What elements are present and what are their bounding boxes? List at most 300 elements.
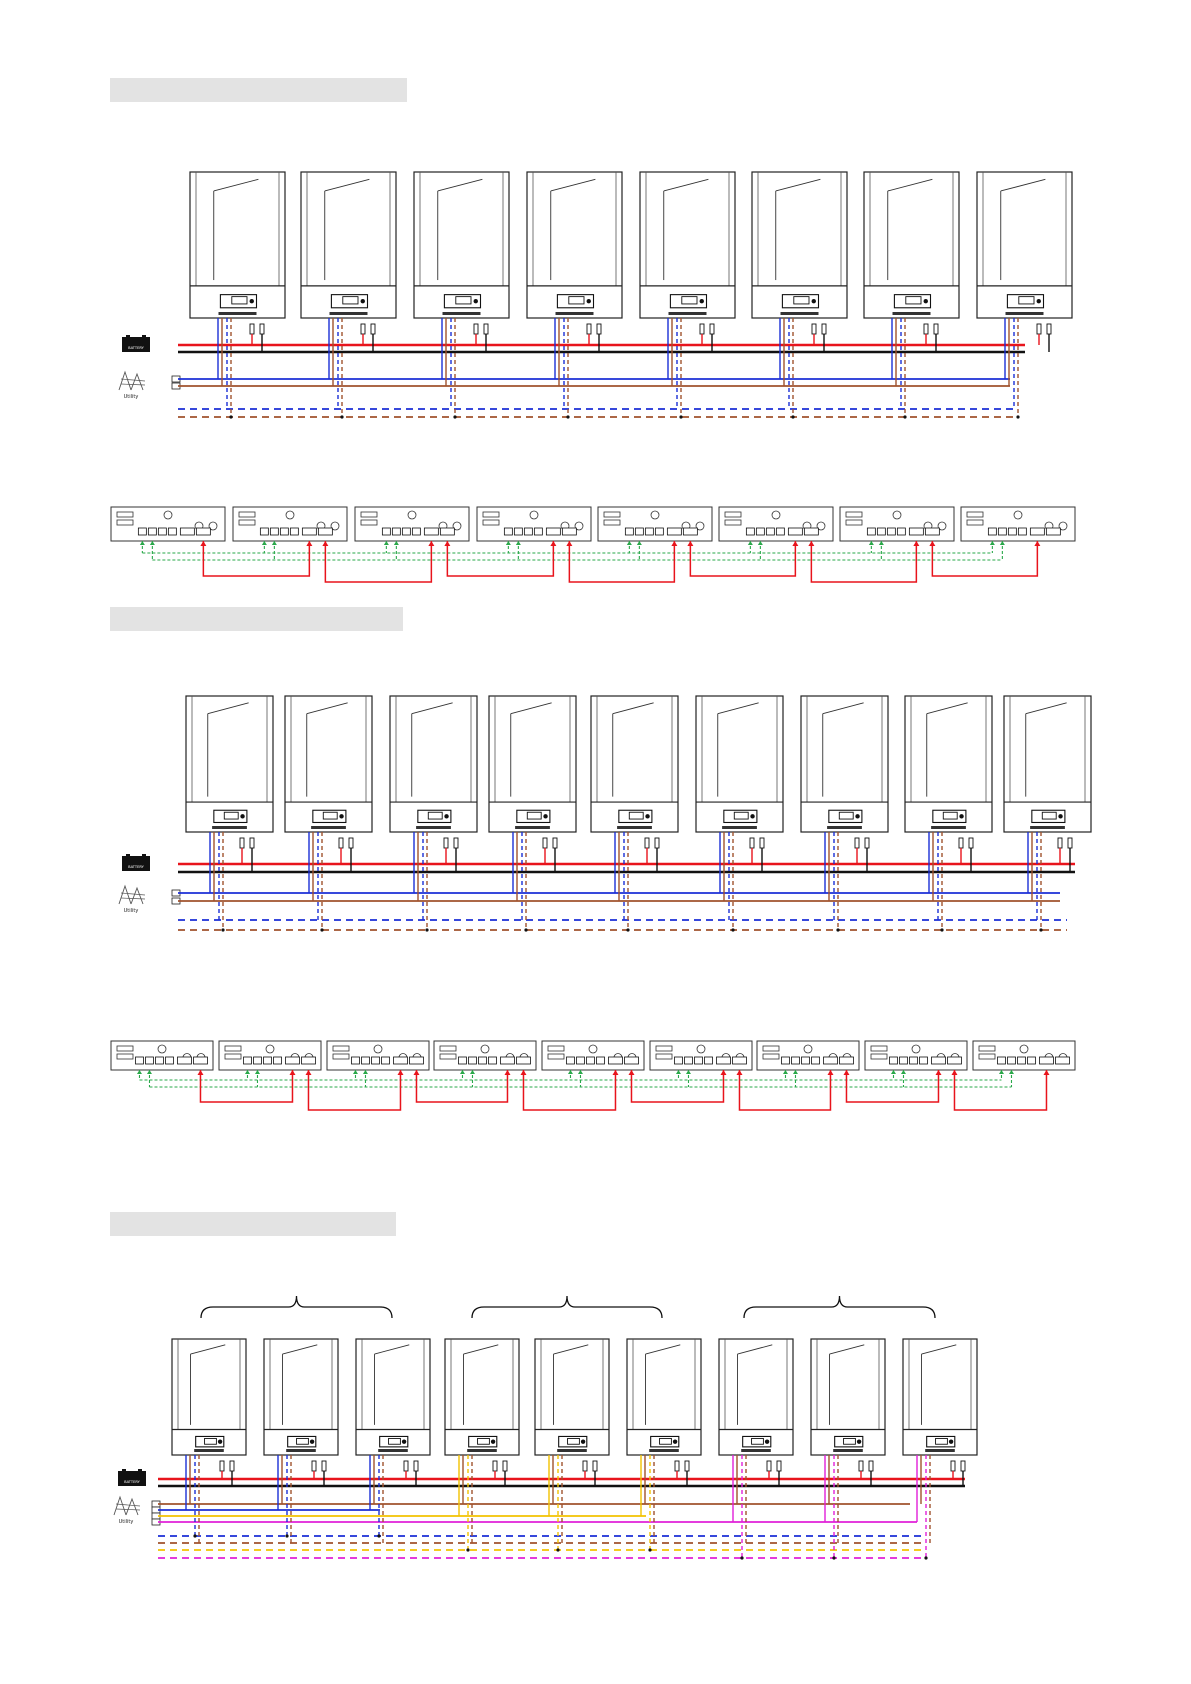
parallel-comm-cable	[569, 541, 674, 582]
share-port	[1018, 528, 1026, 535]
comm-panel-icon	[865, 1041, 967, 1070]
breaker-icon	[750, 838, 754, 848]
share-port	[919, 1057, 927, 1064]
comm-knob	[1020, 1045, 1028, 1053]
pylon-frame	[119, 886, 131, 904]
breaker-icon	[961, 1461, 965, 1471]
inverter-unit	[445, 1339, 519, 1455]
comm-knob	[651, 511, 659, 519]
breaker-icon	[700, 324, 704, 334]
share-port	[1027, 1057, 1035, 1064]
share-port	[781, 1057, 789, 1064]
comm-slot	[725, 520, 741, 525]
unit-lcd	[844, 1438, 856, 1444]
parallel-port	[823, 1057, 837, 1064]
parallel-port	[931, 1057, 945, 1064]
comm-arrow	[397, 1070, 403, 1075]
parallel-port	[516, 1057, 530, 1064]
junction-dot	[1016, 415, 1019, 418]
comm-panel-icon	[598, 507, 712, 541]
share-port	[998, 528, 1006, 535]
pylon-frame	[131, 374, 143, 390]
breaker-icon	[1058, 838, 1062, 848]
parallel-port	[925, 528, 939, 535]
unit-lcd	[527, 812, 541, 819]
junction-dot	[340, 415, 343, 418]
unit-terminal-strip	[893, 312, 931, 315]
breaker-icon	[349, 838, 353, 848]
share-port	[988, 528, 996, 535]
inverter-unit	[1004, 696, 1091, 832]
inverter-unit	[489, 696, 576, 832]
breaker-icon	[593, 1461, 597, 1471]
breaker-icon	[1068, 838, 1072, 848]
share-port	[488, 1057, 496, 1064]
comm-arrow	[951, 1070, 957, 1075]
share-port	[260, 528, 268, 535]
comm-slot	[361, 520, 377, 525]
comm-knob	[286, 511, 294, 519]
breaker-icon	[865, 838, 869, 848]
share-port	[392, 528, 400, 535]
comm-panel-icon	[542, 1041, 644, 1070]
unit-terminal-strip	[311, 826, 346, 829]
pylon-cable	[121, 379, 145, 381]
breaker-icon	[230, 1461, 234, 1471]
parallel-comm-cable	[325, 541, 431, 582]
unit-button-icon	[402, 1439, 406, 1443]
battery-terminal	[142, 335, 146, 337]
pylon-cable	[121, 893, 145, 895]
share-port	[155, 1057, 163, 1064]
unit-button-icon	[949, 1439, 953, 1443]
inverter-unit	[264, 1339, 338, 1455]
comm-knob	[266, 1045, 274, 1053]
comm-slot	[483, 512, 499, 517]
comm-slot	[846, 520, 862, 525]
parallel-port	[562, 528, 576, 535]
junction-dot	[221, 928, 224, 931]
parallel-port	[318, 528, 332, 535]
unit-terminal-strip	[1030, 826, 1065, 829]
unit-lcd	[297, 1438, 309, 1444]
inverter-unit	[801, 696, 888, 832]
unit-lcd	[389, 1438, 401, 1444]
parallel-port	[909, 528, 923, 535]
comm-slot	[117, 512, 133, 517]
share-port	[766, 528, 774, 535]
breaker-icon	[404, 1461, 408, 1471]
breaker-icon	[371, 324, 375, 334]
unit-button-icon	[240, 814, 244, 818]
parallel-port	[716, 1057, 730, 1064]
parallel-port	[608, 1057, 622, 1064]
share-port	[566, 1057, 574, 1064]
unit-lcd	[794, 297, 809, 304]
share-port	[158, 528, 166, 535]
unit-button-icon	[855, 814, 859, 818]
unit-lcd	[734, 812, 748, 819]
junction-dot	[466, 1548, 469, 1551]
share-port	[889, 1057, 897, 1064]
battery-label: BATTERY	[128, 346, 144, 350]
unit-terminal-strip	[378, 1449, 408, 1452]
share-port	[576, 1057, 584, 1064]
comm-arrow	[720, 1070, 726, 1075]
inverter-unit	[390, 696, 477, 832]
inverter-unit	[811, 1339, 885, 1455]
unit-terminal-strip	[556, 312, 594, 315]
share-port	[290, 528, 298, 535]
unit-button-icon	[765, 1439, 769, 1443]
share-port	[586, 1057, 594, 1064]
inverter-unit	[591, 696, 678, 832]
battery-terminal	[126, 854, 130, 856]
share-port	[524, 528, 532, 535]
comm-slot	[548, 1046, 564, 1051]
parallel-port	[546, 528, 560, 535]
parallel-comm-cable	[811, 541, 916, 582]
unit-lcd	[1042, 812, 1056, 819]
share-arrow	[384, 541, 389, 545]
utility-pylon-icon	[114, 1497, 140, 1525]
pylon-frame	[131, 888, 143, 904]
unit-terminal-strip	[781, 312, 819, 315]
share-arrow	[748, 541, 753, 545]
parallel-port	[788, 528, 802, 535]
share-arrow	[140, 541, 145, 545]
share-arrow	[353, 1070, 358, 1074]
breaker-icon	[587, 324, 591, 334]
junction-dot	[791, 415, 794, 418]
unit-terminal-strip	[827, 826, 862, 829]
unit-lcd	[343, 297, 358, 304]
unit-lcd	[682, 297, 697, 304]
share-arrow	[783, 1070, 788, 1074]
comm-arrow	[520, 1070, 526, 1075]
comm-arrow	[929, 541, 935, 546]
unit-terminal-strip	[219, 312, 257, 315]
comm-slot	[871, 1046, 887, 1051]
parallel-comm-cable	[631, 1070, 723, 1102]
parallel-port	[180, 528, 194, 535]
comm-arrow	[612, 1070, 618, 1075]
junction-dot	[193, 1534, 196, 1537]
battery-icon	[122, 854, 150, 871]
battery-terminal	[142, 854, 146, 856]
unit-terminal-strip	[669, 312, 707, 315]
unit-terminal-strip	[925, 1449, 955, 1452]
share-port	[877, 528, 885, 535]
unit-lcd	[752, 1438, 764, 1444]
parallel-port	[196, 528, 210, 535]
comm-panel-icon	[111, 507, 225, 541]
battery-terminal	[138, 1469, 142, 1471]
power-wiring-eight-units	[119, 172, 1072, 419]
breaker-icon	[1037, 324, 1041, 334]
inverter-unit	[627, 1339, 701, 1455]
breaker-icon	[1047, 324, 1051, 334]
unit-lcd	[569, 297, 584, 304]
junction-dot	[679, 415, 682, 418]
unit-lcd	[478, 1438, 490, 1444]
inverter-unit	[285, 696, 372, 832]
comm-slot	[763, 1046, 779, 1051]
share-arrow	[578, 1070, 583, 1074]
parallel-comm-cable	[447, 541, 553, 576]
group-brace-icon	[201, 1296, 392, 1318]
parallel-comm-cable	[308, 1070, 400, 1110]
share-arrow	[990, 541, 995, 545]
parallel-port	[285, 1057, 299, 1064]
share-arrow	[879, 541, 884, 545]
battery-terminal	[122, 1469, 126, 1471]
share-port	[381, 1057, 389, 1064]
junction-dot	[229, 415, 232, 418]
comm-panel-icon	[840, 507, 954, 541]
share-port	[756, 528, 764, 535]
comm-panel-icon	[961, 507, 1075, 541]
comm-arrow	[444, 541, 450, 546]
comm-knob	[164, 511, 172, 519]
inverter-unit	[977, 172, 1072, 318]
comm-slot	[604, 520, 620, 525]
junction-dot	[626, 928, 629, 931]
comm-arrow	[200, 541, 206, 546]
parallel-comm-cable	[523, 1070, 615, 1110]
comm-arrow	[504, 1070, 510, 1075]
share-port	[655, 528, 663, 535]
pylon-frame	[126, 1499, 138, 1515]
comm-slot	[979, 1054, 995, 1059]
unit-terminal-strip	[515, 826, 550, 829]
parallel-port	[1030, 528, 1044, 535]
share-port	[704, 1057, 712, 1064]
comm-knob	[697, 1045, 705, 1053]
comm-slot	[967, 520, 983, 525]
share-port	[468, 1057, 476, 1064]
parallel-port	[839, 1057, 853, 1064]
share-port	[596, 1057, 604, 1064]
breaker-icon	[484, 324, 488, 334]
share-arrow	[1000, 541, 1005, 545]
comm-panel-icon	[111, 1041, 213, 1070]
comm-arrow	[671, 541, 677, 546]
junction-dot	[940, 928, 943, 931]
battery-label: BATTERY	[128, 865, 144, 869]
share-arrow	[506, 541, 511, 545]
unit-button-icon	[700, 299, 704, 303]
unit-button-icon	[310, 1439, 314, 1443]
breaker-icon	[493, 1461, 497, 1471]
share-port	[478, 1057, 486, 1064]
junction-dot	[556, 1548, 559, 1551]
unit-terminal-strip	[722, 826, 757, 829]
unit-lcd	[568, 1438, 580, 1444]
unit-button-icon	[581, 1439, 585, 1443]
share-port	[867, 528, 875, 535]
parallel-comm-cable	[200, 1070, 292, 1102]
parallel-port	[193, 1057, 207, 1064]
unit-terminal-strip	[557, 1449, 587, 1452]
share-arrow	[793, 1070, 798, 1074]
comm-slot	[333, 1046, 349, 1051]
unit-button-icon	[361, 299, 365, 303]
comm-arrow	[1034, 541, 1040, 546]
unit-button-icon	[474, 299, 478, 303]
unit-button-icon	[924, 299, 928, 303]
unit-button-icon	[250, 299, 254, 303]
share-arrow	[470, 1070, 475, 1074]
breaker-icon	[454, 838, 458, 848]
unit-button-icon	[673, 1439, 677, 1443]
battery-terminal	[126, 335, 130, 337]
comm-arrow	[935, 1070, 941, 1075]
breaker-icon	[414, 1461, 418, 1471]
unit-terminal-strip	[931, 826, 966, 829]
breaker-icon	[685, 1461, 689, 1471]
unit-terminal-strip	[194, 1449, 224, 1452]
unit-button-icon	[444, 814, 448, 818]
share-port	[997, 1057, 1005, 1064]
share-arrow	[272, 541, 277, 545]
pylon-frame	[114, 1497, 126, 1515]
inverter-unit	[190, 172, 285, 318]
unit-lcd	[943, 812, 957, 819]
share-arrow	[147, 1070, 152, 1074]
parallel-port	[947, 1057, 961, 1064]
share-port	[504, 528, 512, 535]
inverter-unit	[301, 172, 396, 318]
share-port	[674, 1057, 682, 1064]
unit-button-icon	[543, 814, 547, 818]
share-port	[899, 1057, 907, 1064]
share-port	[625, 528, 633, 535]
comm-slot	[440, 1054, 456, 1059]
unit-button-icon	[491, 1439, 495, 1443]
comm-panel-icon	[719, 507, 833, 541]
unit-lcd	[232, 297, 247, 304]
share-arrow	[627, 541, 632, 545]
unit-button-icon	[218, 1439, 222, 1443]
breaker-icon	[339, 838, 343, 848]
unit-button-icon	[339, 814, 343, 818]
breaker-icon	[869, 1461, 873, 1471]
share-port	[1007, 1057, 1015, 1064]
comm-slot	[239, 512, 255, 517]
unit-lcd	[936, 1438, 948, 1444]
comm-knob	[893, 511, 901, 519]
battery-icon	[118, 1469, 146, 1486]
share-port	[534, 528, 542, 535]
power-wiring-nine-units	[119, 696, 1091, 932]
share-port	[791, 1057, 799, 1064]
parallel-port	[409, 1057, 423, 1064]
inverter-unit	[172, 1339, 246, 1455]
comm-slot	[239, 520, 255, 525]
comm-arrow	[736, 1070, 742, 1075]
unit-button-icon	[1058, 814, 1062, 818]
unit-terminal-strip	[330, 312, 368, 315]
junction-dot	[836, 928, 839, 931]
breaker-icon	[220, 1461, 224, 1471]
breaker-icon	[959, 838, 963, 848]
comm-slot	[225, 1054, 241, 1059]
comm-arrow	[843, 1070, 849, 1075]
unit-button-icon	[1037, 299, 1041, 303]
parallel-port	[424, 528, 438, 535]
breaker-icon	[924, 324, 928, 334]
breaker-icon	[855, 838, 859, 848]
unit-button-icon	[587, 299, 591, 303]
inverter-unit	[864, 172, 959, 318]
comm-knob	[912, 1045, 920, 1053]
breaker-icon	[361, 324, 365, 334]
parallel-port	[804, 528, 818, 535]
comm-arrow	[1043, 1070, 1049, 1075]
comm-slot	[725, 512, 741, 517]
breaker-icon	[322, 1461, 326, 1471]
breaker-icon	[710, 324, 714, 334]
inverter-unit	[414, 172, 509, 318]
share-port	[776, 528, 784, 535]
comm-arrow	[197, 1070, 203, 1075]
breaker-icon	[543, 838, 547, 848]
share-port	[684, 1057, 692, 1064]
share-arrow	[262, 541, 267, 545]
comm-panel-icon	[355, 507, 469, 541]
inverter-unit	[752, 172, 847, 318]
junction-dot	[903, 415, 906, 418]
parallel-comm-cable	[203, 541, 309, 576]
share-port	[361, 1057, 369, 1064]
comm-panel-icon	[219, 1041, 321, 1070]
share-port	[694, 1057, 702, 1064]
unit-lcd	[428, 812, 442, 819]
unit-terminal-strip	[286, 1449, 316, 1452]
pylon-frame	[119, 372, 131, 390]
share-port	[243, 1057, 251, 1064]
breaker-icon	[645, 838, 649, 848]
breaker-icon	[777, 1461, 781, 1471]
share-port	[351, 1057, 359, 1064]
battery-icon	[122, 335, 150, 352]
comm-knob	[1014, 511, 1022, 519]
comm-arrow	[827, 1070, 833, 1075]
comm-slot	[846, 512, 862, 517]
parallel-port	[440, 528, 454, 535]
pylon-cable	[121, 384, 145, 385]
comm-wiring-eight-units	[111, 507, 1075, 582]
share-arrow	[869, 541, 874, 545]
breaker-icon	[767, 1461, 771, 1471]
unit-button-icon	[959, 814, 963, 818]
inverter-unit	[696, 696, 783, 832]
share-port	[402, 528, 410, 535]
breaker-icon	[969, 838, 973, 848]
breaker-icon	[240, 838, 244, 848]
share-port	[746, 528, 754, 535]
breaker-icon	[260, 324, 264, 334]
comm-arrow	[687, 541, 693, 546]
share-port	[412, 528, 420, 535]
share-arrow	[891, 1070, 896, 1074]
breaker-icon	[675, 1461, 679, 1471]
junction-dot	[648, 1548, 651, 1551]
unit-button-icon	[750, 814, 754, 818]
breaker-icon	[951, 1461, 955, 1471]
share-port	[165, 1057, 173, 1064]
